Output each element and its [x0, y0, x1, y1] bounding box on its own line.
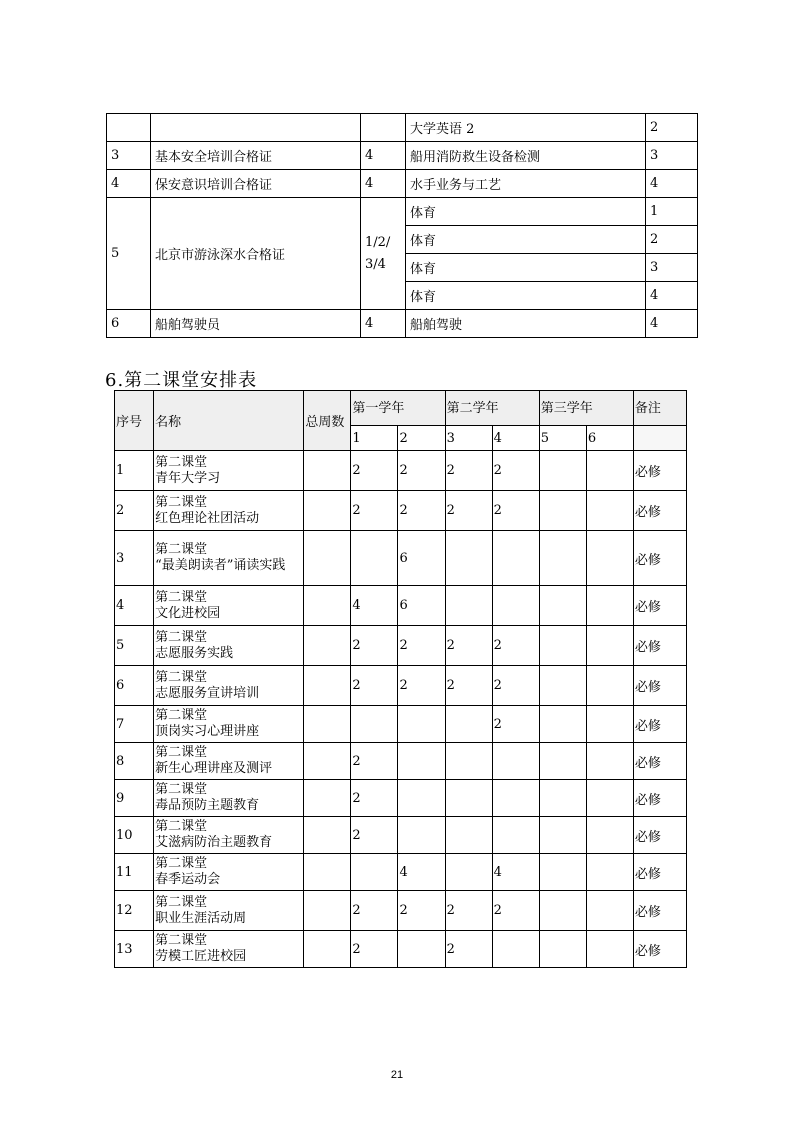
term-1-value	[351, 854, 398, 891]
certificate-table-body	[107, 114, 698, 338]
term-2-value: 4	[398, 854, 445, 891]
row-no: 12	[115, 891, 154, 931]
term-3-value	[445, 854, 492, 891]
cert-no: 6	[107, 310, 151, 338]
header-year2: 第二学年	[445, 391, 539, 426]
term-6-value	[586, 931, 633, 968]
row-no: 13	[115, 931, 154, 968]
activity-name	[154, 586, 304, 626]
course-term: 4	[646, 170, 698, 198]
activity-category: 第二课堂	[155, 589, 208, 605]
term-4-value: 2	[492, 706, 539, 743]
second-classroom-schedule-table	[114, 390, 687, 968]
activity-name	[154, 531, 304, 586]
term-6-value	[586, 891, 633, 931]
activity-category: 第二课堂	[155, 542, 208, 557]
remark: 必修	[633, 931, 686, 968]
term-5-value	[539, 451, 586, 491]
activity-category: 第二课堂	[155, 933, 208, 948]
row-no: 11	[115, 854, 154, 891]
header-year3: 第三学年	[539, 391, 633, 426]
certificate-row	[107, 310, 698, 338]
term-1-value: 2	[351, 451, 398, 491]
term-3-value: 2	[445, 666, 492, 706]
activity-name	[154, 706, 304, 743]
remark: 必修	[633, 891, 686, 931]
course-name: 体育	[406, 254, 646, 282]
activity-title: 青年大学习	[155, 470, 221, 486]
term-1-value: 2	[351, 931, 398, 968]
header-term-4: 4	[492, 426, 539, 451]
header-year1: 第一学年	[351, 391, 445, 426]
total-weeks	[304, 706, 351, 743]
remark: 必修	[633, 586, 686, 626]
term-1-value: 2	[351, 666, 398, 706]
term-4-value	[492, 743, 539, 780]
remark: 必修	[633, 626, 686, 666]
term-2-value: 2	[398, 891, 445, 931]
activity-title: “最美朗读者”诵读实践	[155, 558, 286, 573]
schedule-row	[115, 743, 687, 780]
term-5-value	[539, 586, 586, 626]
activity-name	[154, 451, 304, 491]
cert-name: 北京市游泳深水合格证	[151, 198, 361, 310]
total-weeks	[304, 780, 351, 817]
schedule-header	[115, 391, 687, 451]
activity-category: 第二课堂	[155, 856, 208, 871]
term-2-value	[398, 780, 445, 817]
total-weeks	[304, 891, 351, 931]
certificate-row	[107, 170, 698, 198]
activity-name	[154, 817, 304, 854]
course-term: 3	[646, 142, 698, 170]
schedule-row	[115, 854, 687, 891]
cert-term: 4	[361, 142, 406, 170]
term-1-value: 4	[351, 586, 398, 626]
header-weeks: 总周数	[304, 391, 351, 451]
term-2-value	[398, 743, 445, 780]
term-3-value: 2	[445, 626, 492, 666]
activity-title: 春季运动会	[155, 872, 221, 887]
header-term-3: 3	[445, 426, 492, 451]
activity-category: 第二课堂	[155, 708, 208, 723]
course-name: 船舶驾驶	[406, 310, 646, 338]
term-4-value	[492, 780, 539, 817]
activity-category: 第二课堂	[155, 894, 208, 910]
term-2-value: 6	[398, 531, 445, 586]
term-3-value	[445, 586, 492, 626]
term-4-value	[492, 586, 539, 626]
header-term-5: 5	[539, 426, 586, 451]
cert-no	[107, 114, 151, 142]
cert-term	[361, 114, 406, 142]
term-5-value	[539, 626, 586, 666]
term-6-value	[586, 854, 633, 891]
schedule-row	[115, 666, 687, 706]
term-6-value	[586, 491, 633, 531]
schedule-row	[115, 586, 687, 626]
activity-name	[154, 854, 304, 891]
activity-name	[154, 931, 304, 968]
term-3-value	[445, 817, 492, 854]
term-5-value	[539, 706, 586, 743]
term-6-value	[586, 666, 633, 706]
row-no: 5	[115, 626, 154, 666]
total-weeks	[304, 531, 351, 586]
activity-category: 第二课堂	[155, 629, 208, 645]
term-3-value: 2	[445, 931, 492, 968]
page-number: 21	[390, 1069, 404, 1081]
total-weeks	[304, 854, 351, 891]
term-4-value: 2	[492, 666, 539, 706]
remark: 必修	[633, 666, 686, 706]
activity-category: 第二课堂	[155, 494, 208, 510]
total-weeks	[304, 931, 351, 968]
term-6-value	[586, 817, 633, 854]
activity-name	[154, 626, 304, 666]
certificate-row	[107, 198, 698, 226]
cert-term: 4	[361, 170, 406, 198]
term-1-value	[351, 531, 398, 586]
activity-title: 志愿服务实践	[155, 645, 234, 661]
term-3-value	[445, 706, 492, 743]
term-2-value: 2	[398, 626, 445, 666]
term-4-value: 2	[492, 626, 539, 666]
header-name: 名称	[154, 391, 304, 451]
row-no: 3	[115, 531, 154, 586]
remark: 必修	[633, 491, 686, 531]
certificate-table	[106, 113, 698, 338]
remark: 必修	[633, 854, 686, 891]
cert-name	[151, 114, 361, 142]
schedule-row	[115, 931, 687, 968]
cert-term	[361, 198, 406, 310]
term-2-value: 2	[398, 451, 445, 491]
term-6-value	[586, 586, 633, 626]
term-4-value: 2	[492, 891, 539, 931]
activity-category: 第二课堂	[155, 454, 208, 470]
term-6-value	[586, 531, 633, 586]
schedule-row	[115, 780, 687, 817]
cert-no: 5	[107, 198, 151, 310]
row-no: 4	[115, 586, 154, 626]
total-weeks	[304, 743, 351, 780]
term-2-value: 2	[398, 666, 445, 706]
course-term: 2	[646, 226, 698, 254]
term-6-value	[586, 743, 633, 780]
term-6-value	[586, 451, 633, 491]
row-no: 9	[115, 780, 154, 817]
section-title: 6.第二课堂安排表	[105, 370, 258, 391]
activity-name	[154, 891, 304, 931]
course-term: 2	[646, 114, 698, 142]
activity-name	[154, 780, 304, 817]
term-2-value	[398, 817, 445, 854]
total-weeks	[304, 451, 351, 491]
term-3-value: 2	[445, 491, 492, 531]
course-name: 大学英语 2	[406, 114, 646, 142]
certificate-row	[107, 114, 698, 142]
row-no: 10	[115, 817, 154, 854]
activity-title: 红色理论社团活动	[155, 510, 260, 526]
total-weeks	[304, 586, 351, 626]
term-4-value	[492, 931, 539, 968]
course-name: 水手业务与工艺	[406, 170, 646, 198]
term-5-value	[539, 743, 586, 780]
term-6-value	[586, 626, 633, 666]
term-6-value	[586, 780, 633, 817]
header-remark: 备注	[633, 391, 686, 426]
activity-category: 第二课堂	[155, 782, 208, 797]
remark: 必修	[633, 817, 686, 854]
term-3-value	[445, 780, 492, 817]
course-name: 体育	[406, 226, 646, 254]
cert-no: 3	[107, 142, 151, 170]
term-1-value: 2	[351, 891, 398, 931]
term-3-value: 2	[445, 891, 492, 931]
activity-category: 第二课堂	[155, 819, 208, 834]
activity-category: 第二课堂	[155, 745, 208, 760]
course-term: 4	[646, 310, 698, 338]
schedule-body	[115, 451, 687, 968]
term-4-value: 4	[492, 854, 539, 891]
activity-category: 第二课堂	[155, 669, 208, 685]
term-2-value: 2	[398, 491, 445, 531]
cert-name: 保安意识培训合格证	[151, 170, 361, 198]
term-5-value	[539, 854, 586, 891]
term-5-value	[539, 817, 586, 854]
term-5-value	[539, 666, 586, 706]
term-4-value	[492, 817, 539, 854]
course-name: 体育	[406, 198, 646, 226]
activity-title: 劳模工匠进校园	[155, 949, 247, 964]
term-3-value	[445, 531, 492, 586]
activity-title: 志愿服务宣讲培训	[155, 685, 260, 701]
term-2-value: 6	[398, 586, 445, 626]
activity-title: 顶岗实习心理讲座	[155, 724, 260, 739]
cert-no: 4	[107, 170, 151, 198]
term-2-value	[398, 931, 445, 968]
term-4-value: 2	[492, 451, 539, 491]
schedule-row	[115, 451, 687, 491]
activity-title: 新生心理讲座及测评	[155, 761, 273, 776]
course-name: 船用消防救生设备检测	[406, 142, 646, 170]
row-no: 1	[115, 451, 154, 491]
cert-term-line: 1/2/	[365, 234, 391, 250]
course-term: 1	[646, 198, 698, 226]
term-1-value: 2	[351, 780, 398, 817]
header-term-6: 6	[586, 426, 633, 451]
term-4-value	[492, 531, 539, 586]
term-5-value	[539, 931, 586, 968]
remark: 必修	[633, 780, 686, 817]
term-5-value	[539, 891, 586, 931]
schedule-row	[115, 491, 687, 531]
activity-title: 艾滋病防治主题教育	[155, 835, 273, 850]
remark: 必修	[633, 706, 686, 743]
activity-name	[154, 743, 304, 780]
cert-term: 4	[361, 310, 406, 338]
course-name: 体育	[406, 282, 646, 310]
row-no: 8	[115, 743, 154, 780]
term-4-value: 2	[492, 491, 539, 531]
row-no: 6	[115, 666, 154, 706]
term-3-value	[445, 743, 492, 780]
activity-name	[154, 491, 304, 531]
header-term-1: 1	[351, 426, 398, 451]
total-weeks	[304, 666, 351, 706]
schedule-row	[115, 626, 687, 666]
cert-name: 船舶驾驶员	[151, 310, 361, 338]
term-1-value: 2	[351, 491, 398, 531]
schedule-row	[115, 531, 687, 586]
total-weeks	[304, 817, 351, 854]
remark: 必修	[633, 451, 686, 491]
term-1-value	[351, 706, 398, 743]
cert-term-line: 3/4	[365, 256, 386, 272]
term-3-value: 2	[445, 451, 492, 491]
term-2-value	[398, 706, 445, 743]
remark: 必修	[633, 743, 686, 780]
header-term-2: 2	[398, 426, 445, 451]
header-remark-blank	[633, 426, 686, 451]
row-no: 7	[115, 706, 154, 743]
activity-title: 职业生涯活动周	[155, 910, 247, 926]
schedule-row	[115, 706, 687, 743]
cert-name: 基本安全培训合格证	[151, 142, 361, 170]
schedule-row	[115, 891, 687, 931]
activity-name	[154, 666, 304, 706]
row-no: 2	[115, 491, 154, 531]
term-6-value	[586, 706, 633, 743]
course-term: 3	[646, 254, 698, 282]
remark: 必修	[633, 531, 686, 586]
course-term: 4	[646, 282, 698, 310]
term-5-value	[539, 491, 586, 531]
term-1-value: 2	[351, 817, 398, 854]
total-weeks	[304, 626, 351, 666]
term-1-value: 2	[351, 743, 398, 780]
header-no: 序号	[115, 391, 154, 451]
activity-title: 文化进校园	[155, 605, 221, 621]
certificate-row	[107, 142, 698, 170]
total-weeks	[304, 491, 351, 531]
term-1-value: 2	[351, 626, 398, 666]
term-5-value	[539, 531, 586, 586]
schedule-row	[115, 817, 687, 854]
term-5-value	[539, 780, 586, 817]
activity-title: 毒品预防主题教育	[155, 798, 260, 813]
